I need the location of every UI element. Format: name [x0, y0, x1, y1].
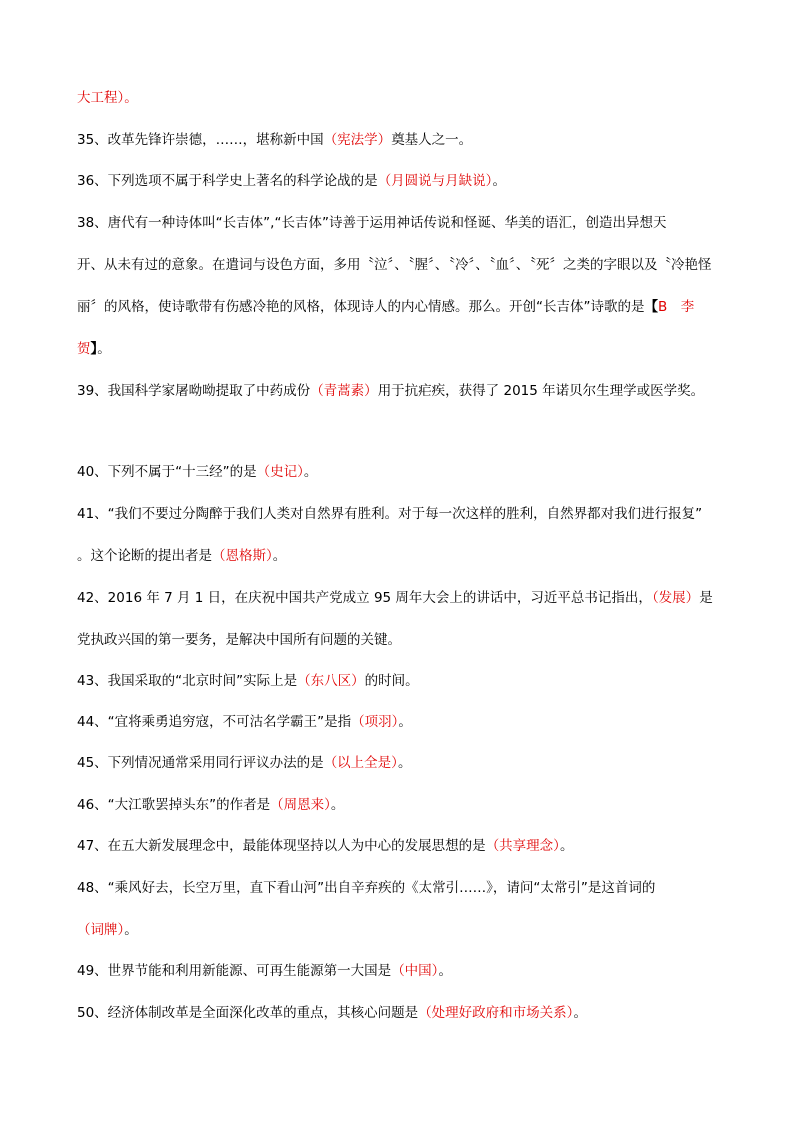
- answer-text: （周恩来）: [270, 797, 331, 813]
- question-text: 42、2016 年 7 月 1 日，在庆祝中国共产党成立 95 周年大会上的讲话中，习近平总书记指出，: [77, 590, 652, 606]
- question-text: 36、下列选项不属于科学史上著名的科学论战的是: [77, 173, 378, 189]
- question-text: 45、下列情况通常采用同行评议办法的是: [77, 755, 324, 771]
- answer-text: （共享理念）: [485, 838, 560, 854]
- question-43: [77, 671, 419, 691]
- bracket-open: 【: [644, 299, 658, 315]
- question-41-line-1: [77, 504, 702, 524]
- answer-text: 贺: [77, 341, 91, 357]
- question-text: 。这个论断的提出者是: [77, 548, 212, 564]
- answer-text: （青蒿素）: [310, 383, 378, 399]
- answer-text: （恩格斯）: [212, 548, 273, 564]
- question-text: 。: [303, 464, 318, 480]
- question-text: 开、从未有过的意象。在遣词与设色方面，多用〝泣〞、〝腥〞、〝冷〞、〝血〞、〝死〞之类的字眼以及〝冷艳怪: [77, 257, 712, 273]
- question-48-line-2: [77, 920, 138, 940]
- question-40: [77, 462, 317, 482]
- question-text: 。: [492, 173, 506, 189]
- question-47: [77, 836, 573, 856]
- question-48-line-1: [77, 878, 655, 898]
- question-text: 40、下列不属于“十三经”的是: [77, 464, 257, 480]
- question-42-line-1: [77, 588, 713, 608]
- answer-text: （词牌）: [77, 922, 125, 938]
- question-text: 38、唐代有一种诗体叫“长吉体”,“长吉体”诗善于运用神话传说和怪诞、华美的语汇，创造出异想天: [77, 215, 667, 231]
- answer-text: （东八区）: [297, 673, 365, 689]
- question-text: 。: [124, 922, 138, 938]
- question-text: 44、“宜将乘勇追穷寇，不可沽名学霸王”是指: [77, 714, 352, 730]
- question-35: [77, 130, 472, 150]
- question-text: 48、“乘风好去，长空万里，直下看山河”出自辛弃疾的《太常引……》，请问“太常引”是这首词的: [77, 880, 656, 896]
- question-50: [77, 1003, 587, 1023]
- answer-text: B 李: [658, 299, 695, 315]
- question-text: 49、世界节能和利用新能源、可再生能源第一大国是: [77, 963, 392, 979]
- question-text: 35、改革先锋许崇德，……，堪称新中国: [77, 132, 324, 148]
- question-text: 用于抗疟疾，获得了 2015 年诺贝尔生理学或医学奖。: [377, 383, 705, 399]
- question-45: [77, 753, 411, 773]
- answer-text: （宪法学）: [323, 132, 392, 148]
- bracket-close: 】: [90, 341, 98, 357]
- question-text: 41、“我们不要过分陶醉于我们人类对自然界有胜利。对于每一次这样的胜利，自然界都对我们进行报复”: [77, 506, 703, 522]
- question-text: 丽〞的风格，使诗歌带有伤感冷艳的风格，体现诗人的内心情感。那么。开创“长吉体”诗歌的是: [77, 299, 645, 315]
- question-text: 。: [330, 797, 345, 813]
- question-text: 39、我国科学家屠呦呦提取了中药成份: [77, 383, 311, 399]
- question-text: 奠基人之一。: [391, 132, 473, 148]
- question-38-line-1: [77, 213, 666, 233]
- question-46: [77, 795, 344, 815]
- question-text: 。: [438, 963, 452, 979]
- question-text: 46、“大江歌罢掉头东”的作者是: [77, 797, 271, 813]
- question-38-line-2: [77, 255, 712, 275]
- text-line: [77, 88, 138, 108]
- question-text: 。: [397, 755, 412, 771]
- answer-text: 大工程）。: [77, 90, 138, 106]
- question-39: [77, 381, 704, 401]
- question-text: 47、在五大新发展理念中，最能体现坚持以人为中心的发展思想的是: [77, 838, 486, 854]
- answer-text: （处理好政府和市场关系）: [418, 1005, 574, 1021]
- answer-text: （月圆说与月缺说）: [377, 173, 493, 189]
- question-text: 。: [97, 341, 111, 357]
- question-text: 43、我国采取的“北京时间”实际上是: [77, 673, 298, 689]
- question-36: [77, 171, 506, 191]
- question-text: 是: [699, 590, 713, 606]
- question-text: 。: [573, 1005, 587, 1021]
- answer-text: （项羽）: [351, 714, 399, 730]
- question-text: 的时间。: [364, 673, 419, 689]
- question-38-line-4: [77, 339, 111, 359]
- answer-text: （发展）: [651, 590, 700, 606]
- question-41-line-2: [77, 546, 286, 566]
- question-text: 。: [559, 838, 574, 854]
- question-text: 50、经济体制改革是全面深化改革的重点，其核心问题是: [77, 1005, 419, 1021]
- answer-text: （史记）: [256, 464, 304, 480]
- question-42-line-2: [77, 630, 401, 650]
- question-38-line-3: [77, 297, 694, 317]
- question-44: [77, 712, 412, 732]
- question-text: 。: [398, 714, 412, 730]
- answer-text: （以上全是）: [323, 755, 398, 771]
- question-text: 。: [272, 548, 287, 564]
- question-text: 党执政兴国的第一要务，是解决中国所有问题的关键。: [77, 632, 401, 648]
- answer-text: （中国）: [391, 963, 439, 979]
- question-49: [77, 961, 452, 981]
